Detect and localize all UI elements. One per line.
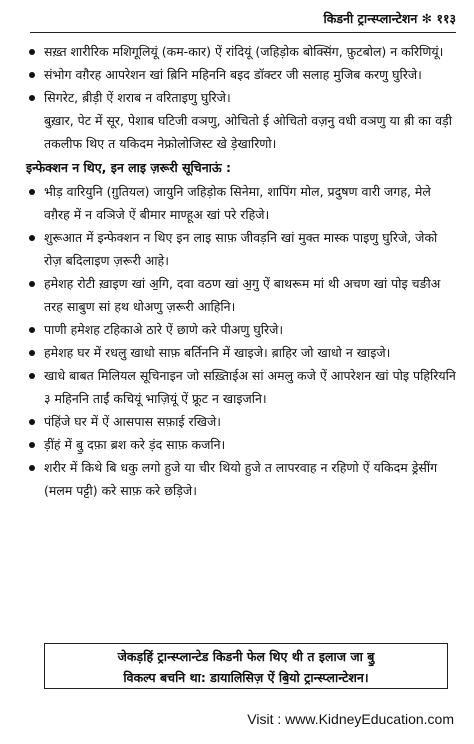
list-item-text: शुरूआत में इन्फेक्शन न थिए इन लाइ साफ़ जीवड़नि खां मुक्त मास्क पाइणु घुरिजे, जेको रोज़ बदिलाइण ज़रूरी आहे।	[44, 230, 438, 268]
note-box	[44, 643, 448, 689]
bullet-icon	[29, 235, 35, 241]
bullet-icon	[29, 72, 35, 78]
list-item-text: हमेशह रोटी ख़ाइण खां अ॒गि, दवा वठण खां अ॒गु ऐं बाथरूम मां थी अचण खां पोइ चङीअ तरह साबुण सां हथ धोअणु ज़रूरी आहिनि।	[44, 276, 441, 314]
list-item-text: शरीर में किथे बि धकु लगो हुजे या चीर थियो हुजे त लापरवाह न रहिणो ऐं यकिदम ड्रेसींग (मलम पट्टी) करे साफ़ करे छड़िजे।	[44, 460, 438, 498]
list-item	[26, 180, 458, 226]
bullet-icon	[29, 327, 35, 333]
page-header	[30, 8, 456, 33]
list-item	[26, 226, 458, 272]
list-item-text: हमेशह घर में रधलु खाधो साफ़ बर्तिननि में खाइजे। ब़ाहिर जो खाधो न खाइजे।	[44, 345, 391, 360]
list-item-text: ड़ींहं में बु॒ दफ़ा ब्रश करे ड़ंद साफ़ कजनि।	[44, 437, 226, 452]
warning-paragraph: बुख़ार, पेट में सूर, पेशाब घटिजी वञणु, ओचितो ई ओचितो वज़नु वधी वञणु या ब़ी का वड़ी तकलीफ थिए त यकिदम नेफ्रोलोजिस्ट खे ड़ेखारिणो।	[44, 113, 452, 151]
bullet-icon	[29, 49, 35, 55]
page-header-title: किडनी ट्रान्स्प्लान्टेशन ✻ ११३	[323, 11, 456, 26]
list-item-text: पाणी हमेशह टहिकाअे ठारे ऐं छाणे करे पीअणु घुरिजे।	[44, 322, 284, 337]
list-item	[26, 410, 458, 433]
list-item	[26, 433, 458, 456]
bullet-icon	[29, 465, 35, 471]
note-line-2: विकल्प बचनि था: डायालिसिज़ ऐं बि॒यो ट्रान्स्प्लान्टेशन।	[123, 670, 369, 685]
list-item	[26, 341, 458, 364]
list-item-text: खाधे बाबत मिलियल सूचिनाइन जो सख़्तिाईअ सां अमलु कजे ऐं आपरेशन खां पोइ पहिरियनि ३ महिननि ताईं कचियूं भाज़ियूं ऐं फ्रूट न खाइजनि।	[44, 368, 456, 406]
main-content	[26, 40, 458, 502]
bullet-icon	[29, 442, 35, 448]
list-item	[26, 364, 458, 410]
list-item	[26, 63, 458, 86]
bullet-icon	[29, 189, 35, 195]
list-item-text: भीड़ वारियुनि (गु़तियल) जायुनि जहिड़ोक सिनेमा, शापिंग मोल, प्रदुषण वारी जगह, मेले वग़ैरह में न वञिजे ऐं बीमार माण्हूअ खां परे रहिजे।	[44, 184, 431, 222]
list-item	[26, 86, 458, 109]
list-item-text: संभोग वग़ैरह आपरेशन खां ब़िनि महिननि बइद डॉक्टर जी सलाह मुजिब करणु घुरिजे।	[44, 67, 422, 82]
bullet-icon	[29, 350, 35, 356]
list-item-text: पंहिंजे घर में ऐं आसपास सफ़ाई रखिजे।	[44, 414, 222, 429]
list-item	[26, 456, 458, 502]
bullet-icon	[29, 281, 35, 287]
bullet-icon	[29, 95, 35, 101]
bullet-icon	[29, 419, 35, 425]
note-line-1: जेकड़हिं ट्रान्स्प्लान्टेड किडनी फेल थिए थी त इलाज जा बु॒	[117, 649, 375, 664]
list-item	[26, 318, 458, 341]
footer-website: Visit : www.KidneyEducation.com	[247, 711, 454, 727]
bullet-icon	[29, 373, 35, 379]
section-heading: इन्फेक्शन न थिए, इन लाइ ज़रूरी सूचिनाऊं :	[26, 160, 232, 175]
list-item-text: सख़्त शारीरिक मशिगूलियूं (कम-कार) ऐं रांदियूं (जहिड़ोक बोक्सिंग, फ़ुटबोल) न करिणियूं।	[44, 44, 444, 59]
list-item-text: सिगरेट, ब़ीड़ी ऐं शराब न वरिताइणु घुरिजे।	[44, 90, 231, 105]
list-item	[26, 40, 458, 63]
list-item	[26, 272, 458, 318]
